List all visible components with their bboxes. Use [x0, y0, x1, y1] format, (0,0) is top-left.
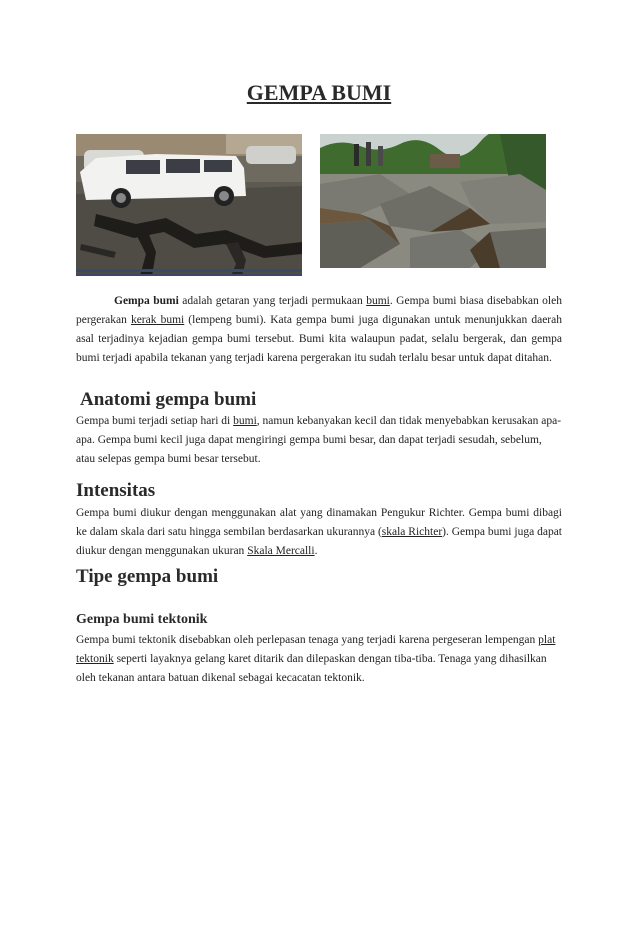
link-plat-tektonik[interactable]: plat tektonik	[76, 634, 556, 665]
tektonik-text: seperti layaknya gelang karet ditarik dan dilepaskan dengan tiba-tiba. Tenaga yang dihasilkan oleh tekanan antara batuan dikenal sebagai kecacatan tektonik.	[76, 653, 547, 684]
intro-text: (lempeng bumi). Kata gempa bumi juga digunakan untuk menunjukkan daerah asal terjadinya kejadian gempa bumi tersebut. Bumi kita walaupun padat, selalu bergerak, dan gempa bumi terjadi apabila tekanan yang terjadi karena pergerakan itu sudah terlalu besar untuk dapat ditahan.	[76, 314, 562, 364]
intro-text: . Gempa bumi biasa disebabkan oleh pergerakan	[76, 295, 562, 326]
photo-underline	[76, 274, 302, 276]
tektonik-paragraph	[76, 631, 562, 688]
link-bumi[interactable]: bumi	[233, 415, 257, 427]
intensitas-text: .	[314, 545, 318, 557]
photo-underline	[76, 269, 302, 272]
link-kerak-bumi[interactable]: kerak bumi	[130, 314, 185, 326]
earthquake-car-photo	[76, 134, 302, 276]
page-title: GEMPA BUMI	[246, 80, 392, 105]
broken-road-photo	[320, 134, 546, 268]
intensitas-text: ). Gempa bumi juga dapat diukur dengan menggunakan ukuran	[76, 526, 562, 557]
anatomi-text: Gempa bumi terjadi setiap hari di	[76, 415, 234, 427]
intensitas-paragraph	[76, 504, 562, 561]
link-skala-mercalli[interactable]: Skala Mercalli	[247, 545, 315, 557]
intro-paragraph	[76, 292, 562, 368]
subheading-tektonik: Gempa bumi tektonik	[76, 612, 208, 627]
link-bumi[interactable]: bumi	[366, 295, 390, 307]
intro-term: Gempa bumi	[114, 295, 179, 307]
anatomi-paragraph	[76, 412, 562, 469]
heading-intensitas: Intensitas	[76, 480, 156, 501]
heading-tipe: Tipe gempa bumi	[76, 566, 219, 587]
link-skala-richter[interactable]: skala Richter	[381, 526, 443, 538]
anatomi-text: , namun kebanyakan kecil dan tidak menyebabkan kerusakan apa-apa. Gempa bumi kecil juga dapat mengiringi gempa bumi besar, dan dapat terjadi sesudah, sebelum, atau selepas gempa bumi besar tersebut.	[76, 415, 562, 465]
heading-anatomi: Anatomi gempa bumi	[80, 389, 257, 410]
intensitas-text: Gempa bumi diukur dengan menggunakan alat yang dinamakan Pengukur Richter. Gempa bumi dibagi ke dalam skala dari satu hingga sembilan berdasarkan ukurannya (	[76, 507, 562, 538]
tektonik-text: Gempa bumi tektonik disebabkan oleh perlepasan tenaga yang terjadi karena pergeseran lempengan	[76, 634, 539, 646]
intro-text: adalah getaran yang terjadi permukaan	[178, 295, 367, 307]
